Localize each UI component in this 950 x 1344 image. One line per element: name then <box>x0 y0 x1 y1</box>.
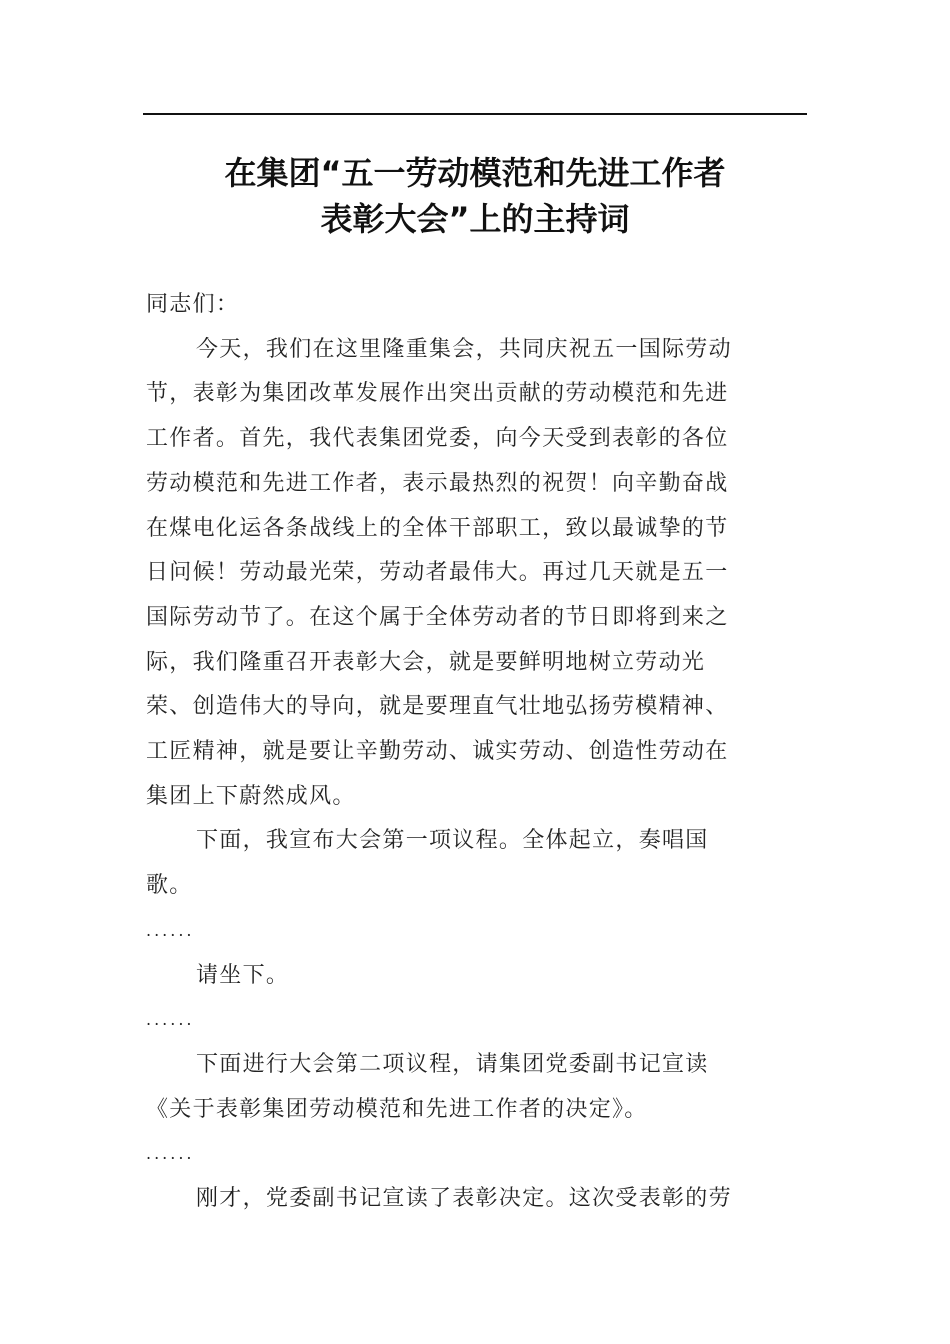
paragraph-2-line: 下面，我宣布大会第一项议程。全体起立，奏唱国 <box>196 828 709 854</box>
paragraph-1-line: 节，表彰为集团改革发展作出突出贡献的劳动模范和先进 <box>146 381 729 407</box>
ellipsis-1: ...... <box>146 920 195 940</box>
paragraph-1-line: 集团上下蔚然成风。 <box>146 783 356 809</box>
paragraph-1-line: 荣、创造伟大的导向，就是要理直气壮地弘扬劳模精神、 <box>146 694 729 720</box>
paragraph-3: 请坐下。 <box>196 962 290 988</box>
paragraph-1-line: 今天，我们在这里隆重集会，共同庆祝五一国际劳动 <box>196 336 732 362</box>
paragraph-1-line: 工作者。首先，我代表集团党委，向今天受到表彰的各位 <box>146 426 729 452</box>
top-horizontal-rule <box>143 113 807 115</box>
paragraph-4-line: 下面进行大会第二项议程，请集团党委副书记宣读 <box>196 1051 709 1077</box>
paragraph-5: 刚才，党委副书记宣读了表彰决定。这次受表彰的劳 <box>196 1186 732 1212</box>
ellipsis-2: ...... <box>146 1010 195 1030</box>
paragraph-1-line: 日问候！劳动最光荣，劳动者最伟大。再过几天就是五一 <box>146 560 729 586</box>
paragraph-4-line: 《关于表彰集团劳动模范和先进工作者的决定》。 <box>146 1096 648 1122</box>
paragraph-1-line: 国际劳动节了。在这个属于全体劳动者的节日即将到来之 <box>146 604 729 630</box>
paragraph-1-line: 劳动模范和先进工作者，表示最热烈的祝贺！向辛勤奋战 <box>146 470 729 496</box>
salutation: 同志们： <box>146 292 240 317</box>
paragraph-2-line: 歌。 <box>146 873 193 899</box>
paragraph-1-line: 在煤电化运各条战线上的全体干部职工，致以最诚挚的节 <box>146 515 729 541</box>
title-line-1: 在集团“五一劳动模范和先进工作者 <box>224 154 726 192</box>
document-body <box>146 283 786 1222</box>
ellipsis-3: ...... <box>146 1144 195 1164</box>
document-title <box>143 150 807 242</box>
paragraph-1-line: 工匠精神，就是要让辛勤劳动、诚实劳动、创造性劳动在 <box>146 739 729 765</box>
title-line-2: 表彰大会”上的主持词 <box>320 200 630 238</box>
paragraph-1-line: 际，我们隆重召开表彰大会，就是要鲜明地树立劳动光 <box>146 649 706 675</box>
